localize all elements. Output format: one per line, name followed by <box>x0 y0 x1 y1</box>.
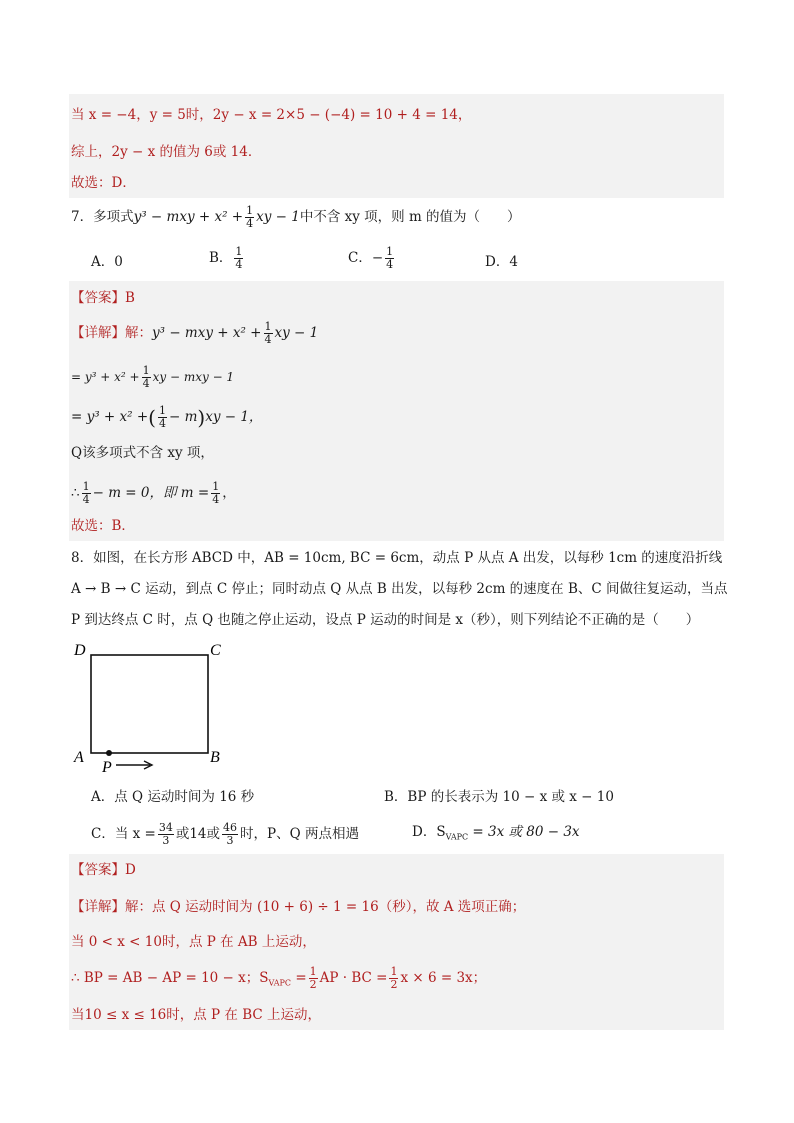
q8-detail-2: 当 0 < x < 10时，点 P 在 AB 上运动， <box>71 934 316 950</box>
q7-detail-step5: ∴ $\frac{1}{4}$ − m = 0，即 m = $\frac{1}{4}$ ， <box>71 480 236 506</box>
q7-stem: 7．多项式y³ − mxy + x² + $\frac{1}{4}$ xy − 1中不含 xy 项，则 m 的值为（ ） <box>71 204 521 230</box>
prev-solution-line-1: 当 x = −4，y = 5时，2y − x = 2×5 − (−4) = 10 + 4 = 14， <box>71 107 472 123</box>
q7-option-c: C．− $\frac{1}{4}$ <box>348 245 394 271</box>
q8-option-a: A．点 Q 运动时间为 16 秒 <box>91 789 255 805</box>
q8-stem-line-1: 8．如图，在长方形 ABCD 中，AB = 10cm, BC = 6cm，动点 P 从点 A 出发，以每秒 1cm 的速度沿折线 <box>71 550 723 566</box>
q8-option-b: B．BP 的长表示为 10 − x 或 x − 10 <box>384 789 614 805</box>
q7-conclusion: 故选：B． <box>71 518 135 534</box>
q8-stem-line-2: A → B → C 运动，到点 C 停止；同时动点 Q 从点 B 出发，以每秒 2cm 的速度在 B、C 间做往复运动，当点 <box>71 581 728 597</box>
q7-answer: 【答案】B <box>71 290 135 306</box>
q7-poly-a: y³ − mxy + x² + <box>133 209 244 225</box>
label-B: B <box>210 749 220 766</box>
q7-detail-step3: = y³ + x² +( $\frac{1}{4}$ − m)xy − 1， <box>71 404 263 430</box>
q8-option-c: C．当 x = $\frac{34}{3}$ 或14或 $\frac{46}{3}$ 时，P、Q 两点相遇 <box>91 821 359 847</box>
q8-stem-line-3: P 到达终点 C 时，点 Q 也随之停止运动，设点 P 运动的时间是 x（秒），则下列结论不正确的是（ ） <box>71 612 700 628</box>
prev-solution-line-2: 综上，2y − x 的值为 6或 14． <box>71 144 262 160</box>
q7-detail-step2: = y³ + x² + $\frac{1}{4}$ xy − mxy − 1 <box>71 364 235 390</box>
q8-detail-3: ∴ BP = AB − AP = 10 − x；$S_{VAPC}$ = $\frac{1}{2}$ AP · BC = $\frac{1}{2}$ x × 6 = 3x； <box>71 965 487 991</box>
label-A: A <box>74 749 84 766</box>
q8-option-d: D．$S_{VAPC} = 3x$ 或 80 − 3x <box>412 824 580 842</box>
label-P: P <box>102 759 112 776</box>
q7-detail-step1: 【详解】解：y³ − mxy + x² + $\frac{1}{4}$ xy − 1 <box>71 320 319 346</box>
q8-detail-1: 【详解】解：点 Q 运动时间为 (10 + 6) ÷ 1 = 16（秒），故 A 选项正确； <box>71 899 526 915</box>
q7-option-a: A．0 <box>91 254 123 270</box>
prev-solution-line-3: 故选：D． <box>71 175 136 191</box>
q7-option-b: B． $\frac{1}{4}$ <box>209 245 243 271</box>
point-p-dot <box>106 750 112 756</box>
label-D: D <box>74 642 86 659</box>
rectangle-abcd <box>91 655 208 753</box>
rectangle-figure <box>70 638 250 778</box>
q8-detail-4: 当10 ≤ x ≤ 16时，点 P 在 BC 上运动， <box>71 1007 322 1023</box>
q7-detail-step4: Q该多项式不含 xy 项， <box>71 445 214 461</box>
q8-answer: 【答案】D <box>71 862 136 878</box>
q7-fraction: $\frac{1}{4}$ <box>246 204 254 230</box>
q7-option-d: D．4 <box>485 254 518 270</box>
label-C: C <box>210 642 221 659</box>
